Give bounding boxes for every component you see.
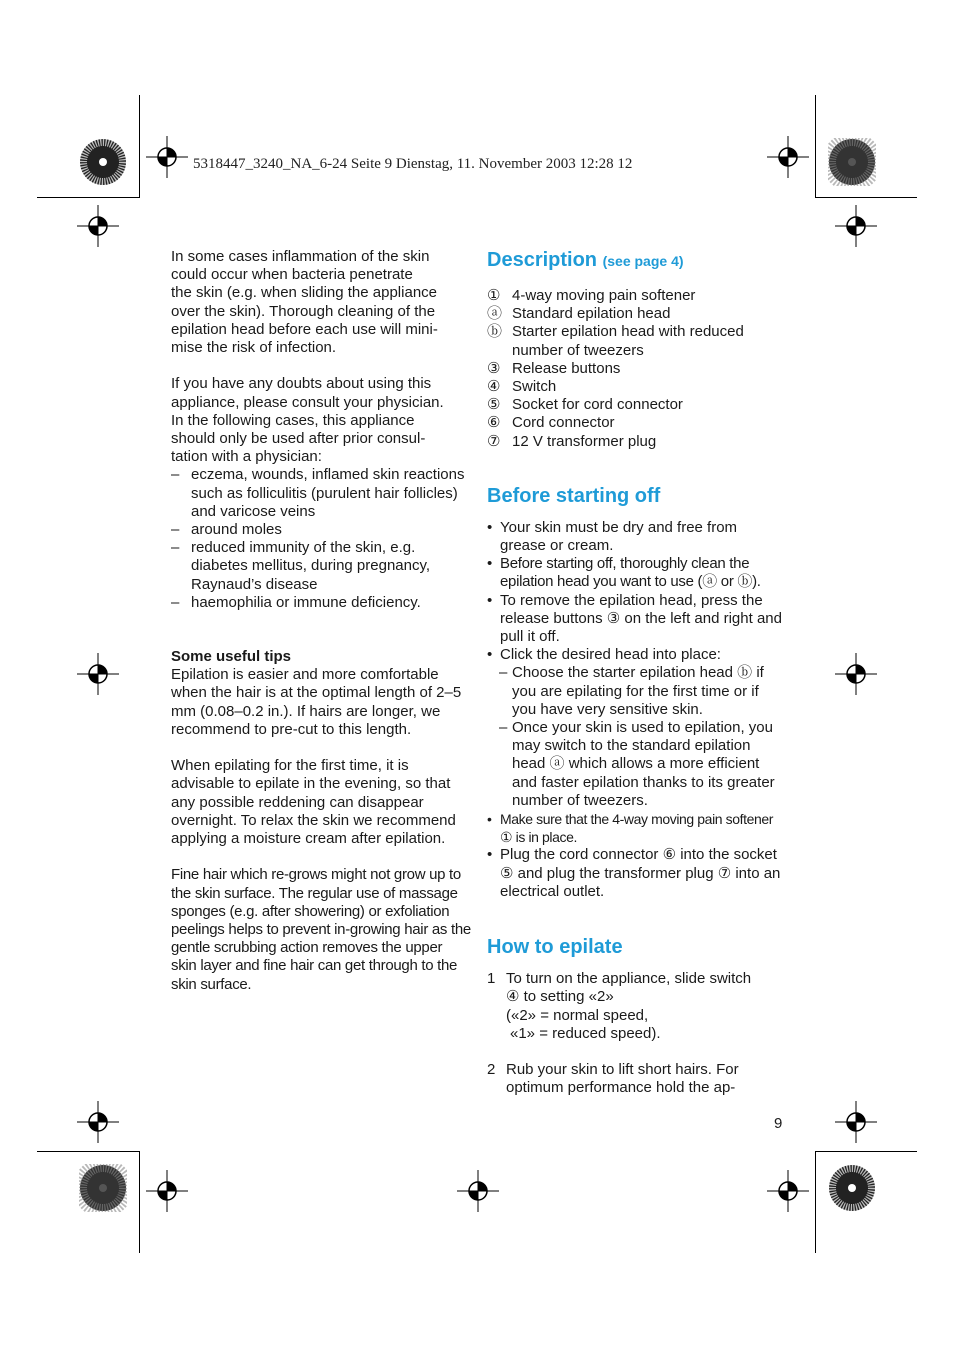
list-item-text: Socket for cord connector <box>512 396 683 414</box>
list-item-text: Once your skin is used to epilation, you may switch to the standard epilation head ⓐ which allows a more efficient and faster epilation thanks to its greater number of tweezers. <box>512 719 775 809</box>
list-item: – Once your skin is used to epilation, you may switch to the standard epilation head ⓐ which allows a more efficient and faster epilation thanks to its greater number of tweezers. <box>499 719 775 809</box>
list-item-text: To remove the epilation head, press the release buttons ③ on the left and right and pull it off. <box>500 591 782 646</box>
registration-mark-icon <box>77 653 119 695</box>
list-item-text: Standard epilation head <box>512 305 671 323</box>
registration-mark-icon <box>77 205 119 247</box>
text-line: appliance, please consult your physician. <box>171 393 444 411</box>
item-marker: ⑦ <box>487 432 501 450</box>
page-number: 9 <box>774 1115 783 1132</box>
text-line: ④ to setting «2» <box>506 988 614 1006</box>
registration-mark-icon <box>146 136 188 178</box>
text-line: («2» = normal speed, <box>506 1006 649 1024</box>
list-item-text: 12 V transformer plug <box>512 432 657 450</box>
list-item: – haemophilia or immune deficiency. <box>171 593 421 611</box>
list-item <box>487 378 787 396</box>
list-item-text: Release buttons <box>512 359 621 377</box>
list-item: • Your skin must be dry and free from grease or cream. <box>487 518 738 555</box>
list-item-text: 4-way moving pain softener <box>512 287 696 304</box>
list-item: – reduced immunity of the skin, e.g. diabetes mellitus, during pregnancy, Raynaud’s disease <box>171 539 431 593</box>
text-line: epilation head before each use will mini- <box>171 320 438 338</box>
print-slug: 5318447_3240_NA_6-24 Seite 9 Dienstag, 11. November 2003 12:28 12 <box>193 156 633 172</box>
text-line: over the skin). Thorough cleaning of the <box>171 302 436 320</box>
text-line: should only be used after prior consul- <box>171 430 426 448</box>
registration-mark-icon <box>146 1170 188 1212</box>
list-item: – around moles <box>171 521 282 539</box>
item-marker: ⓑ <box>487 323 503 341</box>
list-item-text: haemophilia or immune deficiency. <box>191 593 421 611</box>
text-line: If you have any doubts about using this <box>171 375 432 393</box>
list-item-text: eczema, wounds, inflamed skin reactions such as folliculitis (purulent hair follicles) and varicose veins <box>191 466 465 520</box>
list-item: • To remove the epilation head, press the release buttons ③ on the left and right and pull it off. <box>487 591 782 646</box>
starburst-mark-icon <box>828 1164 876 1212</box>
text-line: the skin (e.g. when sliding the appliance <box>171 284 438 302</box>
text-line: In some cases inflammation of the skin <box>171 248 430 265</box>
registration-mark-icon <box>835 653 877 695</box>
list-item: • Click the desired head into place: <box>487 646 721 664</box>
list-item: • Make sure that the 4-way moving pain softener ① is in place. <box>487 811 774 846</box>
trim-line <box>37 1151 140 1152</box>
trim-line <box>139 1151 140 1253</box>
list-item <box>487 305 787 323</box>
before-starting-heading: Before starting off <box>487 484 661 507</box>
registration-mark-icon <box>767 1170 809 1212</box>
before-starting-list <box>487 519 787 901</box>
infection-paragraph <box>171 248 471 357</box>
see-page-reference: (see page 4) <box>602 253 684 269</box>
text-line: tation with a physician: <box>171 448 322 466</box>
epilate-steps <box>487 970 787 1097</box>
list-item-text: Click the desired head into place: <box>500 646 721 664</box>
starburst-mark-icon <box>79 1164 127 1212</box>
starburst-mark-icon <box>828 138 876 186</box>
trim-line <box>37 197 140 198</box>
list-item: – eczema, wounds, inflamed skin reactions such as folliculitis (purulent hair follicles) and varicose veins <box>171 466 465 520</box>
cases-list <box>171 466 471 612</box>
list-item: • Before starting off, thoroughly clean the epilation head you want to use (ⓐ or ⓑ). <box>487 555 761 591</box>
registration-mark-icon <box>835 205 877 247</box>
item-marker: ⓐ <box>487 305 503 323</box>
list-item-text: Cord connector <box>512 414 615 432</box>
trim-line <box>815 1151 917 1152</box>
list-item <box>487 323 787 359</box>
physician-paragraph <box>171 375 471 466</box>
step-number: 2 <box>487 1061 496 1079</box>
list-item-text: Rub your skin to lift short hairs. For optimum performance hold the ap- <box>506 1061 739 1097</box>
text-line: could occur when bacteria penetrate <box>171 266 413 284</box>
item-marker: ① <box>487 287 501 304</box>
right-column <box>487 248 787 1098</box>
text-line: To turn on the appliance, slide switch <box>506 970 752 988</box>
item-marker: ③ <box>487 359 501 377</box>
trim-line <box>815 95 816 197</box>
tips-paragraph: Fine hair which re-grows might not grow up to the skin surface. The regular use of massage sponges (e.g. after showering) or exfoliation peelings helps to prevent in-growing hair as the gentle scrubbing action removes the upper skin layer and fine hair can get through to the skin surface. <box>171 866 471 993</box>
starburst-mark-icon <box>79 138 127 186</box>
item-marker: ⑤ <box>487 396 501 414</box>
list-item-text: Your skin must be dry and free from grease or cream. <box>500 518 738 555</box>
list-item <box>487 414 787 432</box>
list-item: – Choose the starter epilation head ⓑ if you are epilating for the first time or if you have very sensitive skin. <box>499 664 764 718</box>
list-item-text: Before starting off, thoroughly clean the epilation head you want to use (ⓐ or ⓑ). <box>500 555 761 591</box>
list-item <box>487 287 787 305</box>
list-item <box>487 396 787 414</box>
tips-title: Some useful tips <box>171 648 292 666</box>
heading-text: Description <box>487 249 598 271</box>
list-item <box>487 970 787 1043</box>
tips-paragraph: When epilating for the first time, it is advisable to epilate in the evening, so that any possible reddening can disappear overnight. To relax the skin we recommend applying a moisture cream after epilation. <box>171 757 456 848</box>
list-item-text: reduced immunity of the skin, e.g. diabetes mellitus, during pregnancy, Raynaud’s disease <box>191 539 431 593</box>
list-item-text: around moles <box>191 521 282 539</box>
list-item <box>487 360 787 378</box>
tips-paragraph: Epilation is easier and more comfortable when the hair is at the optimal length of 2–5 mm (0.08–0.2 in.). If hairs are longer, we recommend to pre-cut to this length. <box>171 666 462 738</box>
registration-mark-icon <box>835 1101 877 1143</box>
text-line: mise the risk of infection. <box>171 339 337 357</box>
text-line: In the following cases, this appliance <box>171 411 415 429</box>
left-column <box>171 248 471 994</box>
trim-line <box>815 197 917 198</box>
registration-mark-icon <box>767 136 809 178</box>
list-item: • Plug the cord connector ⑥ into the socket ⑤ and plug the transformer plug ⑦ into an electrical outlet. <box>487 846 781 900</box>
list-item-text: Switch <box>512 378 557 396</box>
list-item-text: Starter epilation head with reduced number of tweezers <box>512 323 744 359</box>
list-item-text: Plug the cord connector ⑥ into the socket ⑤ and plug the transformer plug ⑦ into an electrical outlet. <box>500 846 781 900</box>
trim-line <box>139 95 140 197</box>
item-marker: ⑥ <box>487 414 501 432</box>
item-marker: ④ <box>487 378 501 396</box>
trim-line <box>815 1151 816 1253</box>
how-to-epilate-heading: How to epilate <box>487 936 623 959</box>
step-number: 1 <box>487 970 496 988</box>
list-item <box>487 1061 787 1097</box>
list-item-text: Choose the starter epilation head ⓑ if you are epilating for the first time or if you have very sensitive skin. <box>512 664 764 718</box>
registration-mark-icon <box>457 1170 499 1212</box>
registration-mark-icon <box>77 1101 119 1143</box>
parts-list <box>487 287 787 451</box>
list-item <box>487 433 787 451</box>
description-heading <box>487 248 787 273</box>
text-line: «1» = reduced speed). <box>510 1024 661 1042</box>
list-item-text: Make sure that the 4-way moving pain softener ① is in place. <box>500 811 774 846</box>
